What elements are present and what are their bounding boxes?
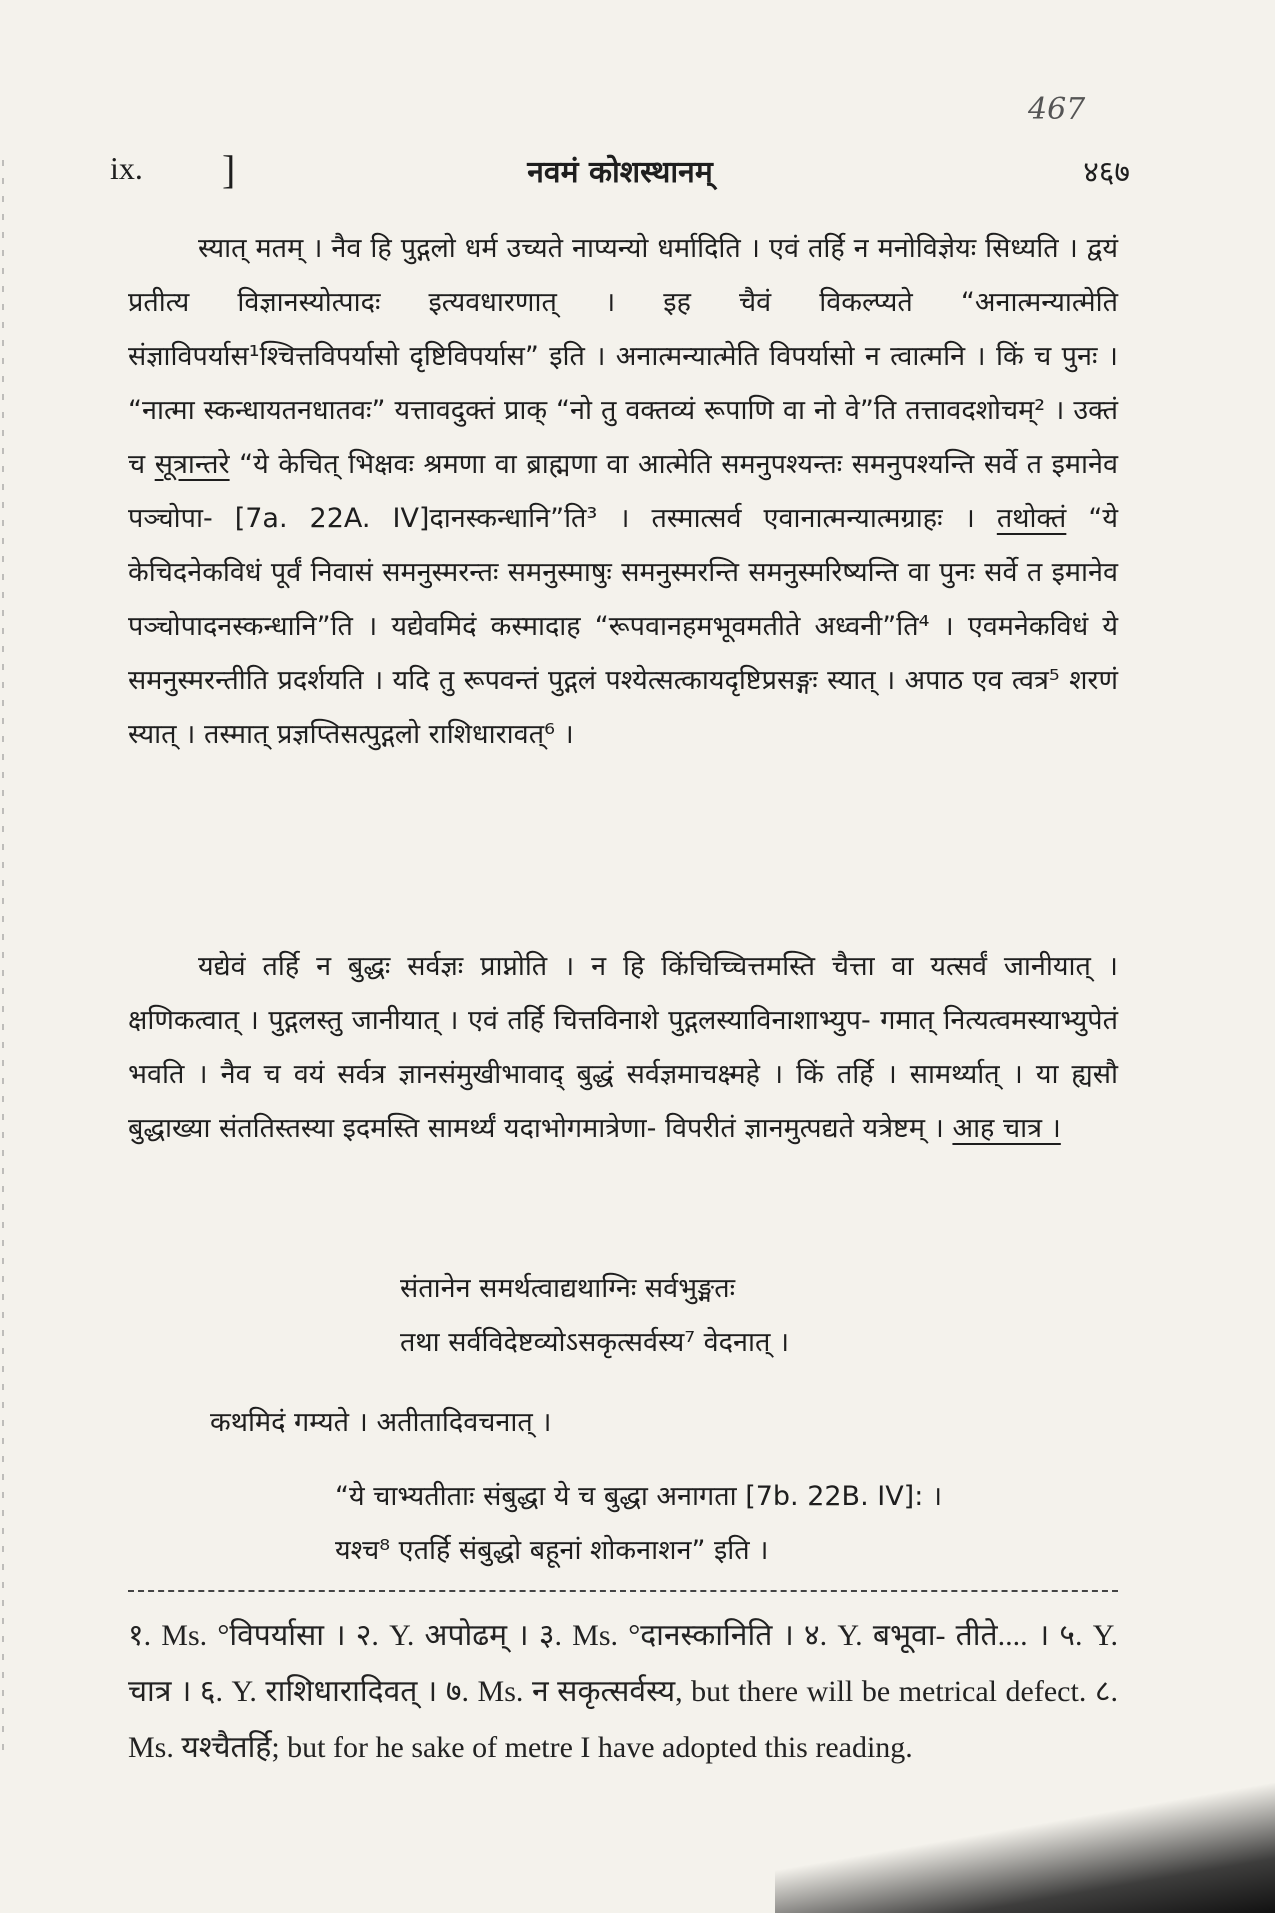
verse-2	[335, 1470, 942, 1578]
paragraph-1-text-b: “ये केचित् भिक्षवः श्रमणा वा ब्राह्मणा वा आत्मेति समनुपश्यन्तः समनुपश्यन्ति सर्वे त इमानेव पञ्चोपा- [7a. 22A. IV]दानस्कन्धानि”ति³ । तस्मात्सर्व एवानात्मन्यात्मग्राहः ।	[128, 449, 1118, 534]
running-header	[110, 147, 1130, 194]
paragraph-1	[128, 222, 1118, 762]
paragraph-1-text-c: “ये केचिदनेकविधं पूर्वं निवासं समनुस्मरन्तः समनुस्माषुः समनुस्मरन्ति समनुस्मरिष्यन्ति वा पुनः सर्वे त इमानेव पञ्चोपादनस्कन्धानि”ति । यद्येवमिदं कस्मादाह “रूपवानहमभूवमतीते अध्वनी”ति⁴ । एवमनेकविधं ये समनुस्मरन्तीति प्रदर्शयति । यदि तु रूपवन्तं पुद्गलं पश्येत्सत्कायदृष्टिप्रसङ्गः स्यात् । अपाठ एव त्वत्र⁵ शरणं स्यात् । तस्मात् प्रज्ञप्तिसत्पुद्गलो राशिधारावत्⁶ ।	[128, 503, 1118, 750]
verse-1-line-2: तथा सर्वविदेष्टव्योऽसकृत्सर्वस्य⁷ वेदनात् ।	[400, 1327, 790, 1358]
verse-1	[400, 1262, 789, 1370]
question-line: कथमिदं गम्यते । अतीतादिवचनात् ।	[210, 1407, 552, 1438]
scan-corner-shadow	[775, 1783, 1275, 1913]
page-number: ४६७	[1083, 155, 1130, 190]
verse-1-line-1: संतानेन समर्थत्वाद्यथाग्निः सर्वभुङ्मतः	[400, 1273, 736, 1304]
paragraph-2	[128, 940, 1118, 1156]
sutrantare-underlined: सूत्रान्तरे	[154, 449, 230, 480]
page-title: नवमं कोशस्थानम्	[527, 155, 713, 190]
tathoktam-underlined: तथोक्तं	[996, 503, 1067, 534]
chapter-number: ix.	[110, 150, 143, 186]
footnotes: १. Ms. °विपर्यासा । २. Y. अपोढम् । ३. Ms. °दानस्कानिति । ४. Y. बभूवा- तीते.... । ५. Y. चात्र । ६. Y. राशिधारादिवत् । ७. Ms. न सकृत्सर्वस्य, but there will be metrical defect. ८. Ms. यश्चैतर्हि; but for he sake of metre I have adopted this reading.	[128, 1619, 1118, 1764]
paragraph-1-text-a: स्यात् मतम् । नैव हि पुद्गलो धर्म उच्यते नाप्यन्यो धर्मादिति । एवं तर्हि न मनोविज्ञेयः सिध्यति । द्वयं प्रतीत्य विज्ञानस्योत्पादः इत्यवधारणात् । इह चैवं विकल्प्यते “अनात्मन्यात्मेति संज्ञाविपर्यास¹श्चित्तविपर्यासो दृष्टिविपर्यास” इति । अनात्मन्यात्मेति विपर्यासो न त्वात्मनि । किं च पुनः । “नात्मा स्कन्धायतनधातवः” यत्तावदुक्तं प्राक् “नो तु वक्तव्यं रूपाणि वा नो वे”ति तत्तावदशोचम्² । उक्तं च	[128, 233, 1118, 480]
footnote-divider	[128, 1590, 1118, 1592]
chapter-bracket: ]	[222, 147, 236, 192]
verse-2-line-2: यश्च⁸ एतर्हि संबुद्धो बहूनां शोकनाशन” इति ।	[335, 1535, 769, 1566]
verse-2-line-1: “ये चाभ्यतीताः संबुद्धा ये च बुद्धा अनागता [7b. 22B. IV]: ।	[335, 1481, 943, 1512]
paragraph-2-text: यद्येवं तर्हि न बुद्धः सर्वज्ञः प्राप्नोति । न हि किंचिच्चित्तमस्ति चैत्ता वा यत्सर्वं जानीयात् । क्षणिकत्वात् । पुद्गलस्तु जानीयात् । एवं तर्हि चित्तविनाशे पुद्गलस्याविनाशाभ्युप- गमात् नित्यत्वमस्याभ्युपेतं भवति । नैव च वयं सर्वत्र ज्ञानसंमुखीभावाद् बुद्धं सर्वज्ञमाचक्ष्महे । किं तर्हि । सामर्थ्यात् । या ह्यसौ बुद्धाख्या संततिस्तस्या इदमस्ति सामर्थ्यं यदाभोगमात्रेणा- विपरीतं ज्ञानमुत्पद्यते यत्रेष्टम् ।	[128, 951, 1118, 1144]
aaha-chatra-underlined: आह चात्र ।	[952, 1113, 1061, 1144]
page-edge-shadow	[2, 160, 4, 1760]
handwritten-page-number: 467	[1028, 92, 1086, 127]
